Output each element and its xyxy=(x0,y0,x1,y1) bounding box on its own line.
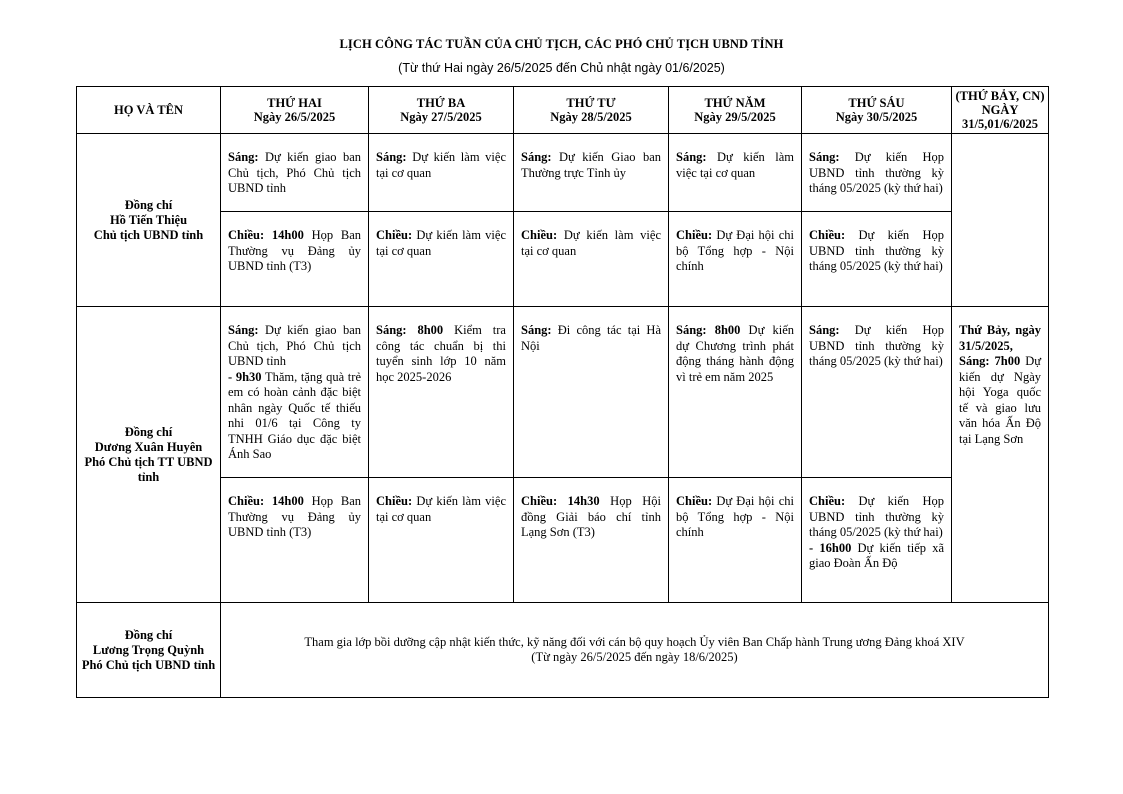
weekend-cell: Thứ Bảy, ngày 31/5/2025, Sáng: 7h00 Dự kiến dự Ngày hội Yoga quốc tế và giao lưu văn hóa Ấn Độ tại Lạng Sơn xyxy=(952,307,1049,603)
schedule-table xyxy=(76,86,1049,698)
schedule-cell: Chiều: Dự Đại hội chi bộ Tổng hợp - Nội chính xyxy=(669,212,802,307)
schedule-cell: Sáng: Dự kiến giao ban Chủ tịch, Phó Chủ tịch UBND tỉnh - 9h30 Thăm, tặng quà trẻ em có hoàn cảnh đặc biệt nhân ngày Quốc tế thiếu nhi 01/6 tại Công ty TNHH Giáo dục đặc biệt Ánh Sao xyxy=(221,307,369,478)
header-day-fri: THỨ SÁU Ngày 30/5/2025 xyxy=(802,87,952,134)
header-weekend: (THỨ BẢY, CN) NGÀY 31/5,01/6/2025 xyxy=(952,87,1049,134)
person-name-cell: Đồng chí Hồ Tiến Thiệu Chủ tịch UBND tỉnh xyxy=(77,134,221,307)
schedule-cell: Chiều: 14h00 Họp Ban Thường vụ Đảng ủy UBND tỉnh (T3) xyxy=(221,478,369,603)
schedule-cell: Sáng: Dự kiến làm việc tại cơ quan xyxy=(669,134,802,212)
table-row xyxy=(77,603,1049,698)
header-day-thu: THỨ NĂM Ngày 29/5/2025 xyxy=(669,87,802,134)
schedule-cell: Sáng: Dự kiến làm việc tại cơ quan xyxy=(369,134,514,212)
table-row xyxy=(77,134,1049,212)
weekend-cell xyxy=(952,134,1049,307)
schedule-cell: Sáng: Dự kiến Họp UBND tỉnh thường kỳ tháng 05/2025 (kỳ thứ hai) xyxy=(802,307,952,478)
person-name-cell: Đồng chí Lương Trọng Quỳnh Phó Chủ tịch UBND tỉnh xyxy=(77,603,221,698)
schedule-cell: Sáng: Dự kiến giao ban Chủ tịch, Phó Chủ tịch UBND tỉnh xyxy=(221,134,369,212)
table-row xyxy=(77,478,1049,603)
page-subtitle: (Từ thứ Hai ngày 26/5/2025 đến Chủ nhật ngày 01/6/2025) xyxy=(398,61,725,75)
schedule-cell: Chiều: Dự kiến Họp UBND tỉnh thường kỳ tháng 05/2025 (kỳ thứ hai) - 16h00 Dự kiến tiếp xã giao Đoàn Ấn Độ xyxy=(802,478,952,603)
table-row xyxy=(77,307,1049,478)
schedule-cell: Sáng: Dự kiến Họp UBND tỉnh thường kỳ tháng 05/2025 (kỳ thứ hai) xyxy=(802,134,952,212)
table-row xyxy=(77,212,1049,307)
header-row xyxy=(77,87,1049,134)
schedule-cell: Chiều: 14h30 Họp Hội đồng Giải báo chí tỉnh Lạng Sơn (T3) xyxy=(514,478,669,603)
schedule-cell: Chiều: Dự kiến làm việc tại cơ quan xyxy=(369,478,514,603)
header-day-mon: THỨ HAI Ngày 26/5/2025 xyxy=(221,87,369,134)
header-day-wed: THỨ TƯ Ngày 28/5/2025 xyxy=(514,87,669,134)
schedule-cell: Sáng: 8h00 Kiểm tra công tác chuẩn bị thi tuyển sinh lớp 10 năm học 2025-2026 xyxy=(369,307,514,478)
schedule-cell: Chiều: Dự kiến làm việc tại cơ quan xyxy=(514,212,669,307)
person-name-cell: Đồng chí Dương Xuân Huyên Phó Chủ tịch TT UBND tỉnh xyxy=(77,307,221,603)
header-name-col: HỌ VÀ TÊN xyxy=(77,87,221,134)
schedule-cell: Chiều: Dự kiến Họp UBND tỉnh thường kỳ tháng 05/2025 (kỳ thứ hai) xyxy=(802,212,952,307)
schedule-cell: Chiều: Dự Đại hội chi bộ Tổng hợp - Nội chính xyxy=(669,478,802,603)
training-banner-cell: Tham gia lớp bồi dưỡng cập nhật kiến thức, kỹ năng đối với cán bộ quy hoạch Ủy viên Ban Chấp hành Trung ương Đảng khoá XIV (Từ ngày 26/5/2025 đến ngày 18/6/2025) xyxy=(221,603,1049,698)
schedule-cell: Chiều: 14h00 Họp Ban Thường vụ Đảng ủy UBND tỉnh (T3) xyxy=(221,212,369,307)
header-day-tue: THỨ BA Ngày 27/5/2025 xyxy=(369,87,514,134)
schedule-cell: Sáng: Đi công tác tại Hà Nội xyxy=(514,307,669,478)
page-title: LỊCH CÔNG TÁC TUẦN CỦA CHỦ TỊCH, CÁC PHÓ CHỦ TỊCH UBND TỈNH xyxy=(339,37,784,51)
schedule-cell: Sáng: Dự kiến Giao ban Thường trực Tỉnh ủy xyxy=(514,134,669,212)
schedule-cell: Sáng: 8h00 Dự kiến dự Chương trình phát động tháng hành động vì trẻ em năm 2025 xyxy=(669,307,802,478)
schedule-cell: Chiều: Dự kiến làm việc tại cơ quan xyxy=(369,212,514,307)
